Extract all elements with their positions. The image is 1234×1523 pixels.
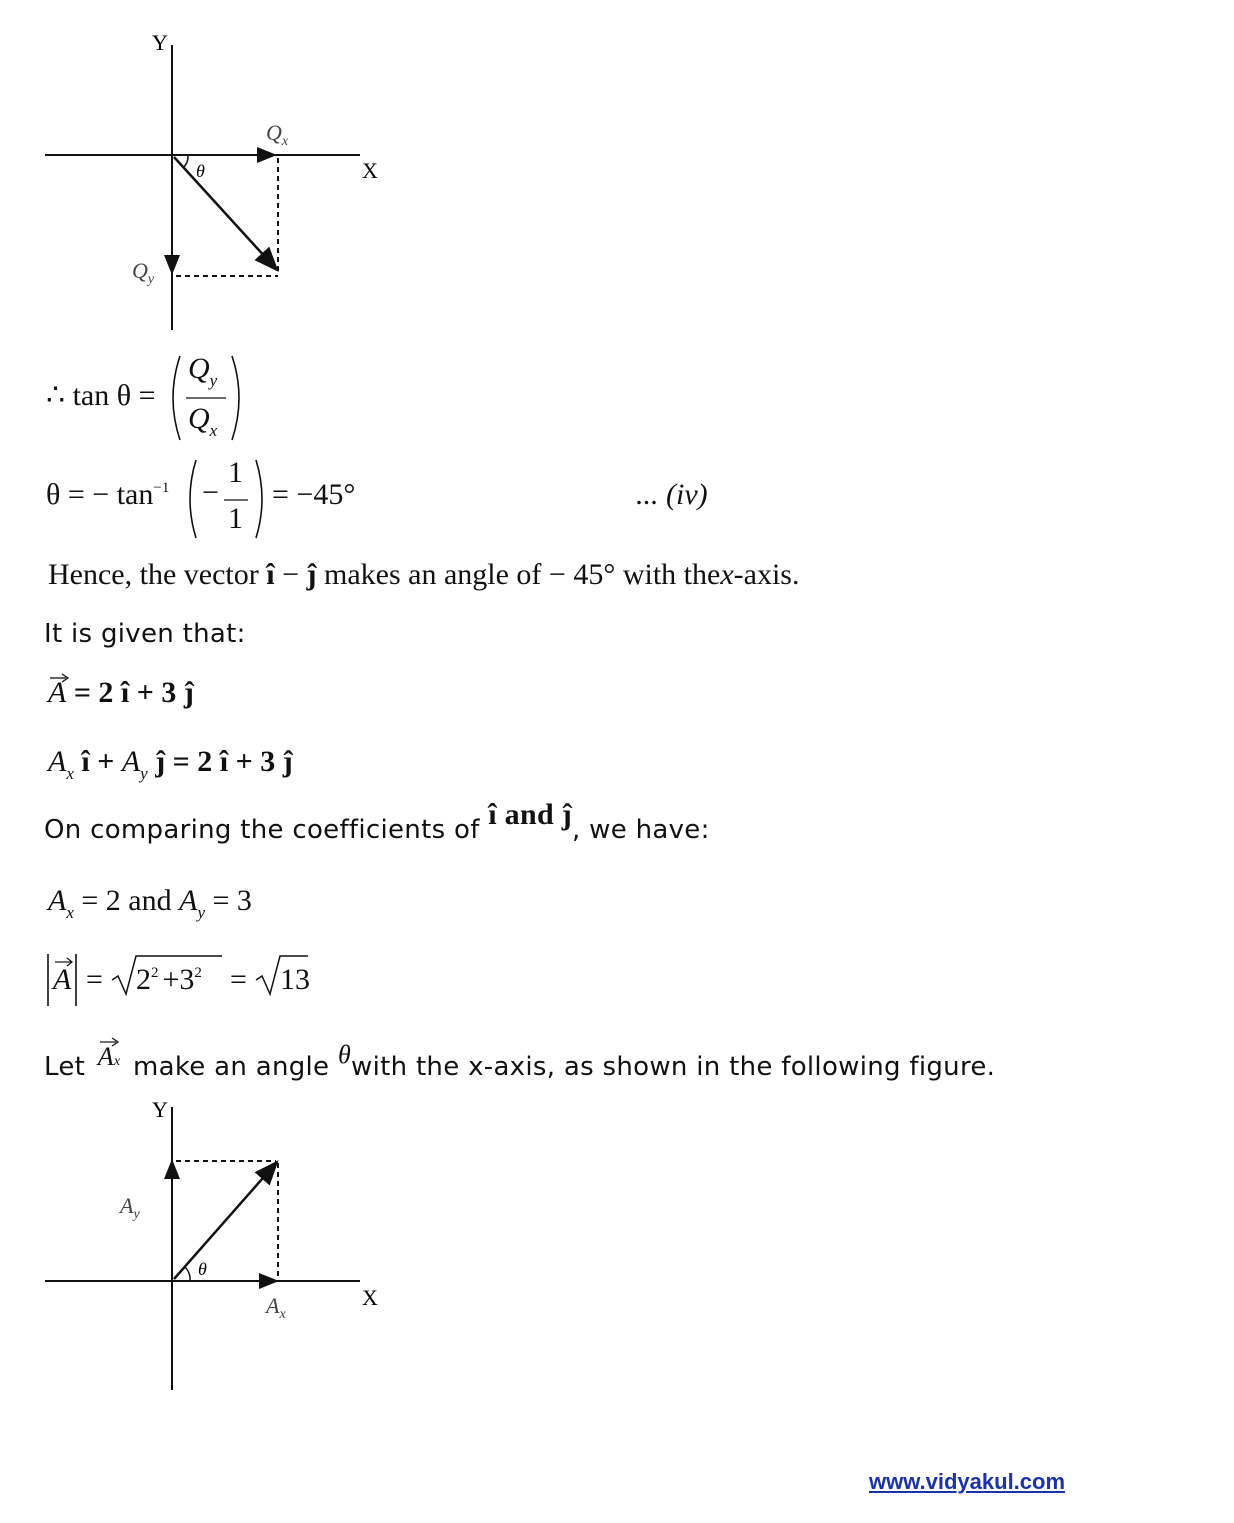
angle-arc [185,1267,190,1281]
resultant-vector [174,157,277,270]
compare-statement: On comparing the coefficients of î and ĵ, we have: [44,798,710,845]
ax-label: $A_x$ [266,1293,286,1322]
equation-theta [46,456,726,542]
tan-fraction-parens [166,352,296,444]
figure-vector-i-minus-j [0,0,420,340]
equation-component-values: $A_x = 2$ and $A_y = 3$ [48,884,252,922]
given-text: It is given that: [44,619,246,649]
theta-lhs: θ = − $\tan^{-1}$ [46,478,170,511]
equation-tag-iv: ... (iv) [636,478,708,511]
qy-label: $Q_y$ [132,258,155,287]
theta-neg: − [202,476,219,509]
figure-vector-a [0,1095,420,1395]
equation-components: $A_x$ î + $A_y$ ĵ = 2 î + 3 ĵ [48,745,293,783]
theta-den: 1 [228,502,243,535]
tan-denominator: $Q_x$ [188,402,218,440]
tan-numerator: $Q_y$ [188,352,218,390]
resultant-vector [174,1162,277,1279]
footer-website-link[interactable]: www.vidyakul.com [869,1469,1066,1494]
vector-a-symbol: A [48,676,67,709]
x-axis-label: X [362,1285,378,1310]
y-axis-label: Y [152,1097,168,1122]
equation-vector-a: A = 2 î + 3 ĵ [48,676,194,709]
qx-label: $Q_x$ [266,120,289,149]
tan-lhs: ∴ tan θ = [46,379,156,412]
x-axis-label: X [362,158,378,183]
hence-statement: Hence, the vector î − ĵ makes an angle of − 45° with thex-axis. [48,558,800,591]
ay-label: $A_y$ [120,1193,140,1222]
equation-magnitude: A = $2^2 +3^2$ = 13 [46,950,326,1010]
angle-label: θ [196,161,205,181]
y-axis-label: Y [152,30,168,55]
let-statement: Let Ax make an angle θwith the x-axis, as shown in the following figure. [44,1040,996,1082]
angle-label: θ [198,1259,207,1279]
theta-rhs: = −45° [272,478,356,511]
theta-num: 1 [228,456,243,489]
